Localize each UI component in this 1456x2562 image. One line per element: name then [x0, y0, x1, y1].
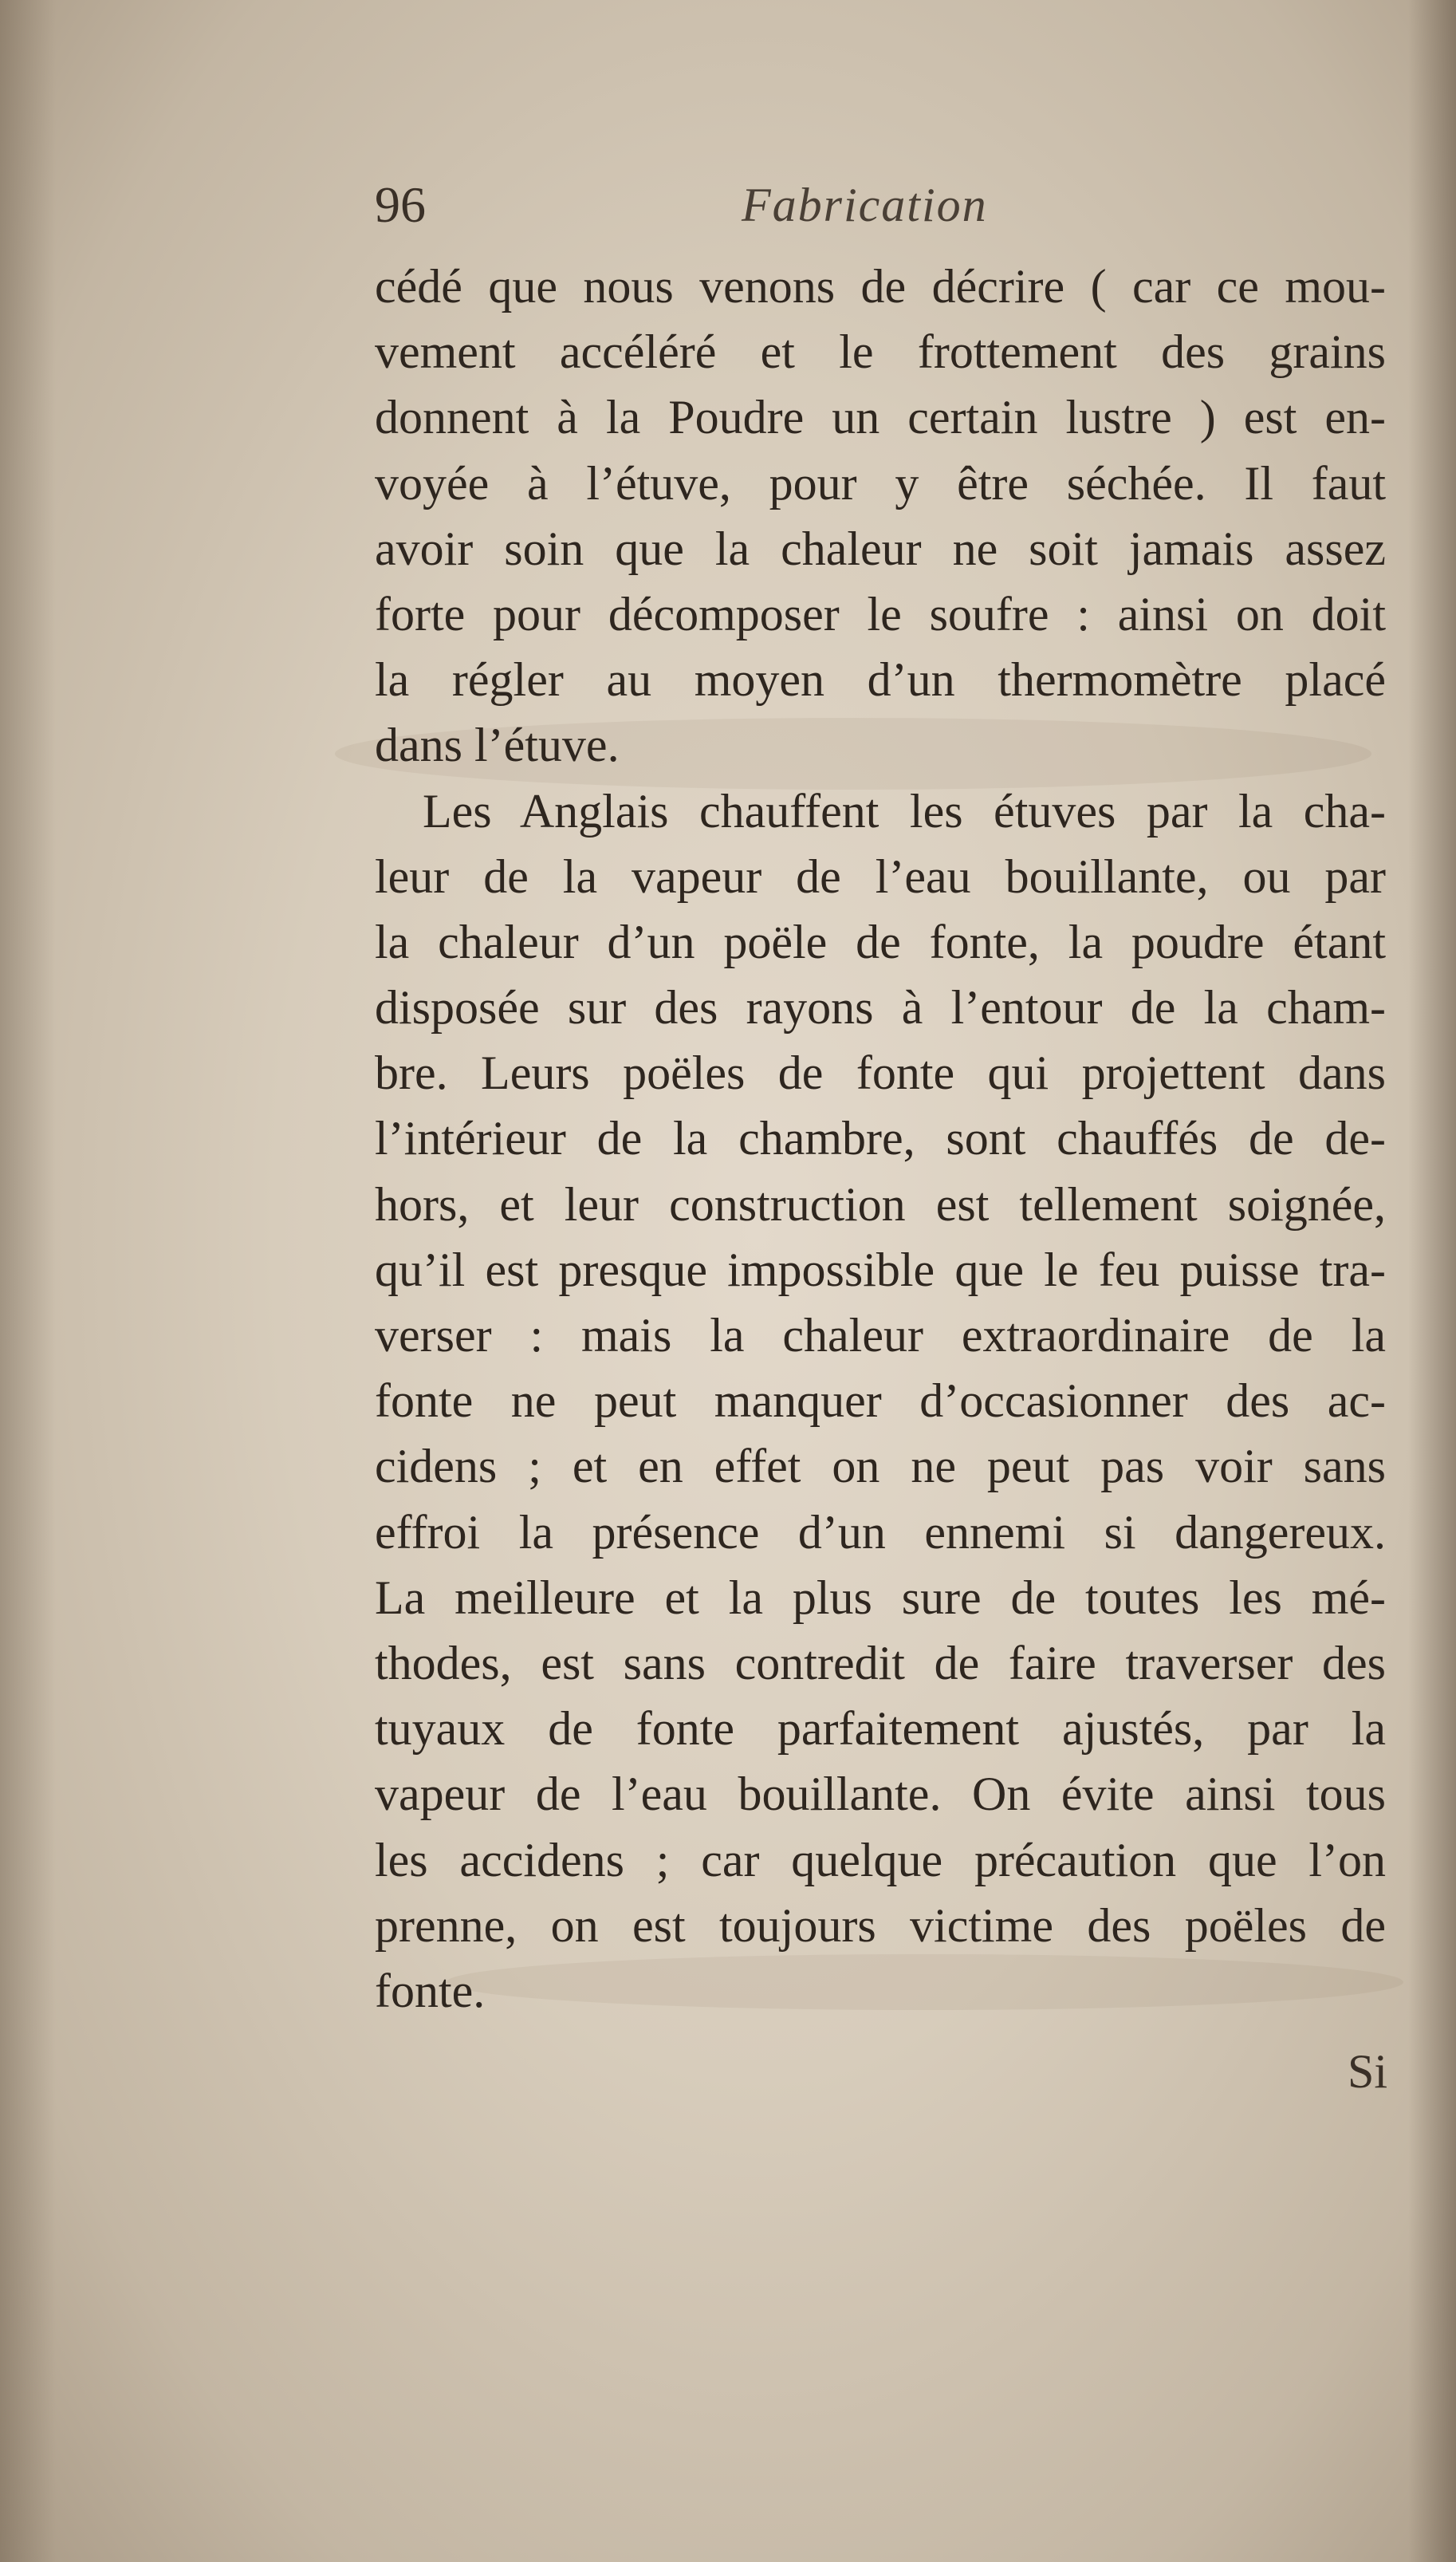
text-line: tuyaux de fonte parfaitement ajustés, par la: [375, 1702, 1386, 1756]
page-header: [375, 169, 1387, 241]
text-line: La meilleure et la plus sure de toutes les mé-: [375, 1571, 1386, 1624]
text-line: verser : mais la chaleur extraordinaire de la: [375, 1309, 1386, 1362]
text-line: fonte.: [375, 1964, 486, 2017]
text-line: voyée à l’étuve, pour y être séchée. Il faut: [375, 456, 1386, 510]
text-line: donnent à la Poudre un certain lustre ) est en-: [375, 391, 1386, 444]
text-line: hors, et leur construction est tellement soignée,: [375, 1177, 1386, 1231]
text-line: les accidens ; car quelque précaution que l’on: [375, 1833, 1386, 1886]
text-line: dans l’étuve.: [375, 719, 620, 772]
text-line: leur de la vapeur de l’eau bouillante, ou par: [375, 849, 1386, 903]
text-line: avoir soin que la chaleur ne soit jamais assez: [375, 522, 1386, 575]
text-line: cédé que nous venons de décrire ( car ce mou-: [375, 260, 1386, 313]
catchword: Si: [1347, 2045, 1387, 2098]
text-line: fonte ne peut manquer d’occasionner des ac-: [375, 1374, 1386, 1428]
paragraph-first-line: Les Anglais chauffent les étuves par la cha-: [423, 784, 1386, 838]
running-head: Fabrication: [742, 179, 988, 231]
text-line: la régler au moyen d’un thermomètre placé: [375, 653, 1386, 707]
text-line: l’intérieur de la chambre, sont chauffés de de-: [375, 1112, 1386, 1165]
text-line: vapeur de l’eau bouillante. On évite ainsi tous: [375, 1768, 1386, 1821]
text-line: bre. Leurs poëles de fonte qui projettent dans: [375, 1046, 1386, 1100]
text-line: thodes, est sans contredit de faire traverser des: [375, 1636, 1386, 1689]
text-line: vement accéléré et le frottement des grains: [375, 325, 1386, 379]
body-text: [375, 254, 1386, 2024]
text-line: qu’il est presque impossible que le feu puisse tra-: [375, 1243, 1386, 1296]
text-line: la chaleur d’un poële de fonte, la poudre étant: [375, 915, 1386, 968]
text-line: effroi la présence d’un ennemi si dangereux.: [375, 1505, 1386, 1559]
text-line: cidens ; et en effet on ne peut pas voir sans: [375, 1440, 1386, 1493]
page-number: 96: [375, 176, 426, 233]
text-line: disposée sur des rayons à l’entour de la cham-: [375, 981, 1386, 1035]
text-line: prenne, on est toujours victime des poëles de: [375, 1898, 1386, 1952]
text-line: forte pour décomposer le soufre : ainsi on doit: [375, 587, 1386, 640]
